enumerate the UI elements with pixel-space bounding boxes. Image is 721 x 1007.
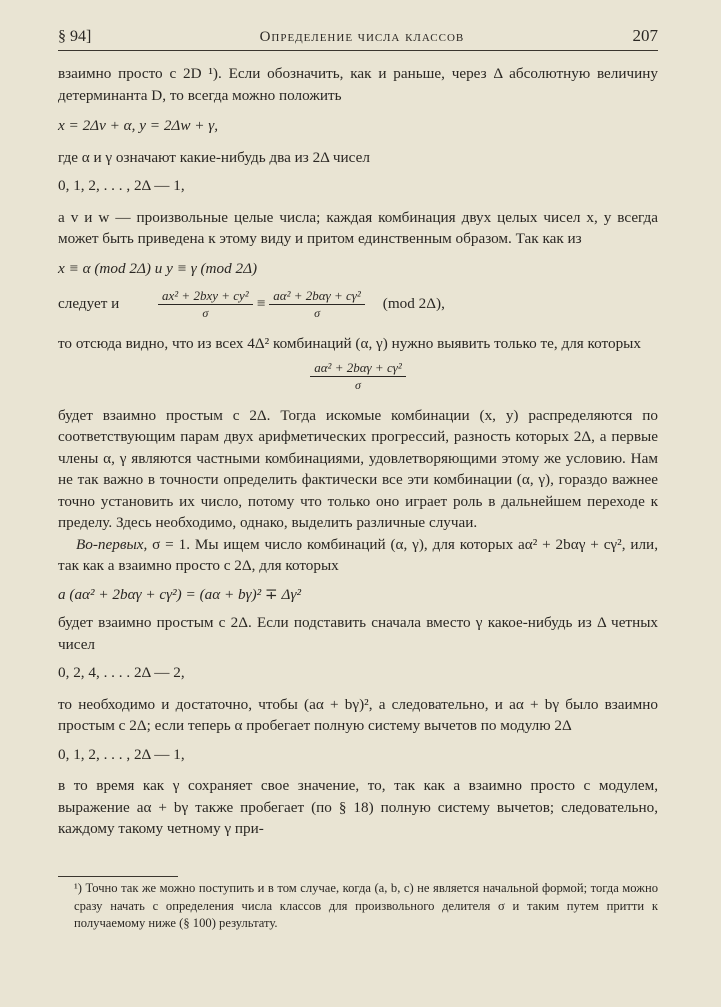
paragraph-1: взаимно просто с 2D ¹). Если обозначить, как и раньше, через Δ абсолютную величину детерминанта D, то всегда можно положить: [58, 65, 658, 104]
paragraph-9: то необходимо и достаточно, чтобы (aα + bγ)², а следовательно, и aα + bγ было взаимно простым с 2Δ; если теперь α пробегает полную систему вычетов по модулю 2Δ: [58, 695, 658, 734]
paragraph-5: то отсюда видно, что из всех 4Δ² комбинаций (α, γ) нужно выявить только те, для которых: [58, 335, 641, 352]
fraction-left-numerator: ax² + 2bxy + cy²: [158, 287, 253, 305]
chapter-title: Определение числа классов: [259, 29, 465, 45]
fraction-5: [310, 359, 406, 393]
section-reference: § 94]: [58, 28, 92, 45]
footnote-text: ¹) Точно так же можно поступить и в том случае, когда (a, b, c) не является начальной формой; тогда можно сразу начать с определения числа классов для произвольного делителя σ и таким путем притти к получаемому ниже (§ 100) результату.: [74, 881, 658, 930]
header-rule: [58, 50, 658, 51]
equation-3: x ≡ α (mod 2Δ) и y ≡ γ (mod 2Δ): [58, 259, 258, 277]
running-header: [58, 26, 658, 50]
modulus-label: (mod 2Δ),: [382, 295, 445, 313]
page-number: 207: [632, 26, 658, 45]
fraction-right: [269, 287, 365, 321]
equation-1: x = 2Δv + α, y = 2Δw + γ,: [58, 117, 219, 134]
equation-6: a (aα² + 2bαγ + cγ²) = (aα + bγ)² ∓ Δγ²: [58, 585, 301, 603]
footnote-rule: [58, 876, 178, 877]
congruence-sign: ≡: [256, 295, 266, 313]
equation-2: 0, 1, 2, . . . , 2Δ — 1,: [58, 177, 185, 194]
footnote: [58, 880, 658, 933]
paragraph-7: [58, 534, 658, 577]
equation-7: 0, 2, 4, . . . . 2Δ — 2,: [58, 664, 185, 681]
fraction-left-denominator: σ: [202, 306, 209, 320]
fraction-right-numerator: aα² + 2bαγ + cγ²: [269, 287, 365, 305]
fraction-5-denominator: σ: [355, 377, 361, 392]
main-text: [58, 63, 658, 840]
fraction-5-numerator: aα² + 2bαγ + cγ²: [310, 359, 406, 377]
paragraph-2: где α и γ означают какие-нибудь два из 2Δ чисел: [58, 148, 370, 166]
paragraph-8: будет взаимно простым с 2Δ. Если подставить сначала вместо γ какое-нибудь из Δ четных чисел: [58, 614, 658, 653]
paragraph-7-text: σ = 1. Мы ищем число комбинаций (α, γ), для которых aα² + 2bαγ + cγ², или, так как a взаимно просто с 2Δ, для которых: [58, 535, 658, 574]
paragraph-6: будет взаимно простым с 2Δ. Тогда искомые комбинации (x, y) распределяются по соответствующим парам двух арифметических прогрессий, разность которых 2Δ, а первые члены α, γ являются частными комбинациями, удовлетворяющими этому же условию. Нам не так важно в точности определить фактически все эти комбинации (α, γ), гораздо важнее точно установить их число, потому что только оно играет роль в дальнейшем переходе к пределу. Здесь необходимо, однако, выделить различные случаи.: [58, 406, 658, 531]
fraction-right-denominator: σ: [314, 306, 320, 320]
paragraph-4-lead: следует и: [58, 295, 120, 313]
equation-8: 0, 1, 2, . . . , 2Δ — 1,: [58, 745, 185, 763]
paragraph-3: а v и w — произвольные целые числа; каждая комбинация двух целых чисел x, y всегда может быть приведена к этому виду и притом единственным образом. Так как из: [58, 208, 658, 247]
fraction-left: [158, 287, 253, 321]
paragraph-10: в то время как γ сохраняет свое значение, то, так как a взаимно просто с модулем, выражение aα + bγ также пробегает (по § 18) полную систему вычетов; следовательно, каждому такому четному γ при-: [58, 777, 658, 837]
equation-5: [58, 359, 658, 393]
equation-4-row: [58, 287, 658, 321]
paragraph-7-lead: Во-первых,: [76, 535, 148, 553]
